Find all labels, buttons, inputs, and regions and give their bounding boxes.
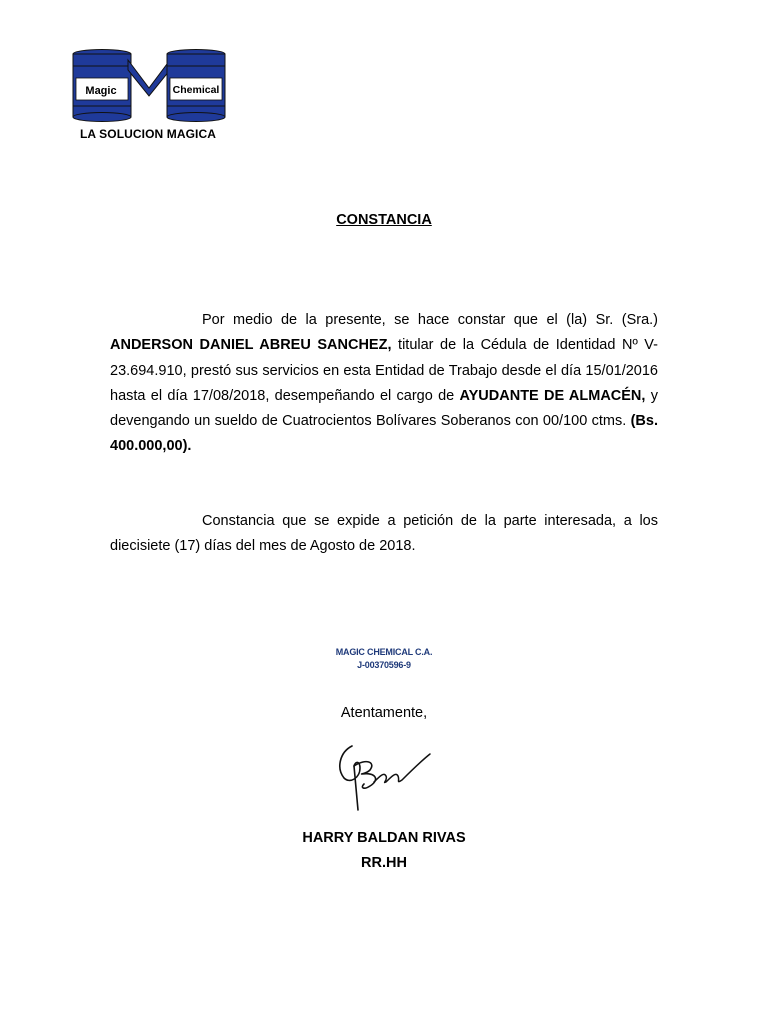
company-logo [70,48,230,144]
job-position: AYUDANTE DE ALMACÉN, [459,387,646,404]
logo-tagline: LA SOLUCION MAGICA [80,127,217,141]
signer-name: HARRY BALDAN RIVAS [302,830,466,846]
employee-name: ANDERSON DANIEL ABREU SANCHEZ, [110,337,392,354]
signer-title: RR.HH [361,855,407,871]
paragraph-text: y devengando un sueldo de Cuatrocientos Bolívares Soberanos con 00/100 ctms. [110,387,658,430]
issuance-paragraph: Constancia que se expide a petición de la parte interesada, a los diecisiete (17) días del mes de Agosto de 2018. [110,513,658,555]
stamp-rif: J-00370596-9 [357,660,411,670]
signature-graphic [330,738,434,814]
logo-right-label: Chemical [172,84,220,96]
document-title: CONSTANCIA [336,212,432,228]
paragraph-text: titular de la Cédula de Identidad Nº V- 23.694.910, prestó sus servicios en esta Entidad de Trabajo desde el día 15/01/2016 hasta el día 17/08/2018, desempeñando el cargo de [110,337,658,404]
paragraph-text: Por medio de la presente, se hace constar que el (la) Sr. (Sra.) [202,312,658,328]
logo-barrels-graphic [70,48,230,126]
handwritten-signature [330,738,434,814]
company-stamp [0,646,768,672]
signer-block [0,826,768,876]
closing-salutation: Atentamente, [340,705,428,721]
salary-amount: (Bs. 400.000,00). [110,413,658,455]
certification-paragraph [110,308,658,460]
logo-left-label: Magic [85,85,117,97]
stamp-company-name: MAGIC CHEMICAL C.A. [335,647,433,657]
